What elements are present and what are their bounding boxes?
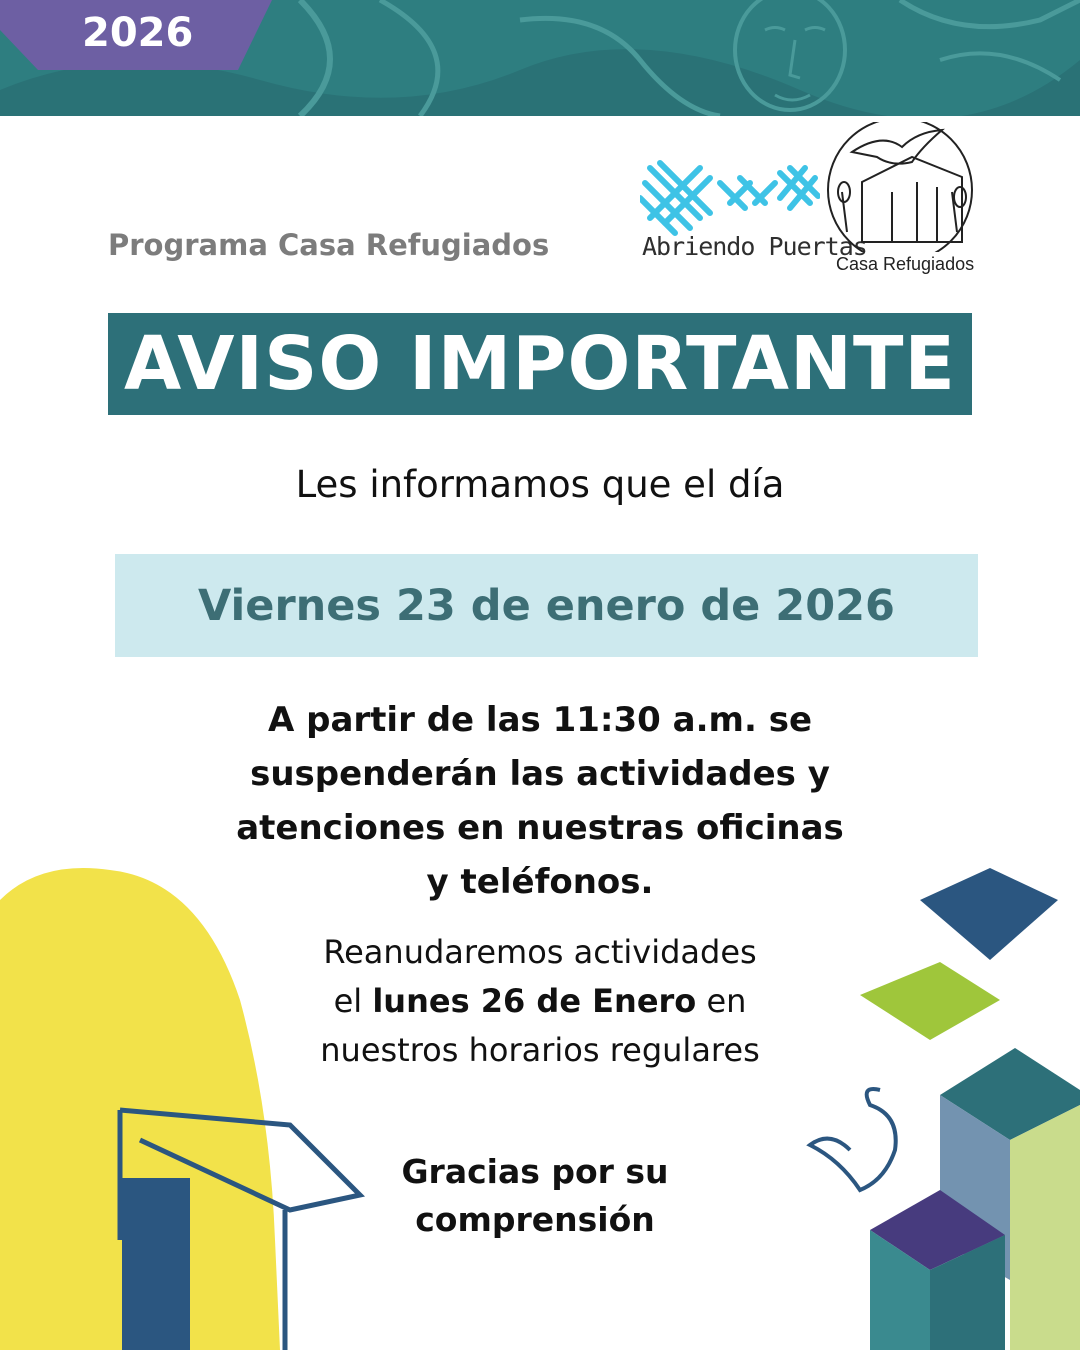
yellow-house-illustration [0,860,380,1350]
cubes-dove-illustration [800,860,1080,1350]
thanks-line: comprensión [415,1200,655,1239]
abriendo-puertas-text: Abriendo Puertas [642,232,867,261]
year-label: 2026 [82,10,194,56]
main-message-line: A partir de las 11:30 a.m. se [267,700,813,740]
resume-line: nuestros horarios regulares [320,1031,760,1069]
resume-line: Reanudaremos actividades [323,933,757,971]
intro-text: Les informamos que el día [295,463,785,506]
casa-refugiados-text: Casa Refugiados [836,254,975,274]
date-box [115,554,978,657]
main-message-line: suspenderán las actividades y [250,754,830,794]
notice-date: Viernes 23 de enero de 2026 [198,580,895,631]
resume-date: lunes 26 de Enero [372,982,697,1020]
resume-suffix: en [696,982,747,1020]
casa-refugiados-dove-house-icon [822,122,977,252]
resume-prefix: el [333,982,373,1020]
main-message-line: atenciones en nuestras oficinas [236,808,844,848]
notice-title: AVISO IMPORTANTE [124,321,956,407]
top-banner [0,0,1080,116]
thanks-message [330,1148,740,1244]
thanks-line: Gracias por su [401,1152,669,1191]
title-box [108,313,972,415]
program-label: Programa Casa Refugiados [108,228,550,262]
main-message-line: y teléfonos. [426,862,654,902]
